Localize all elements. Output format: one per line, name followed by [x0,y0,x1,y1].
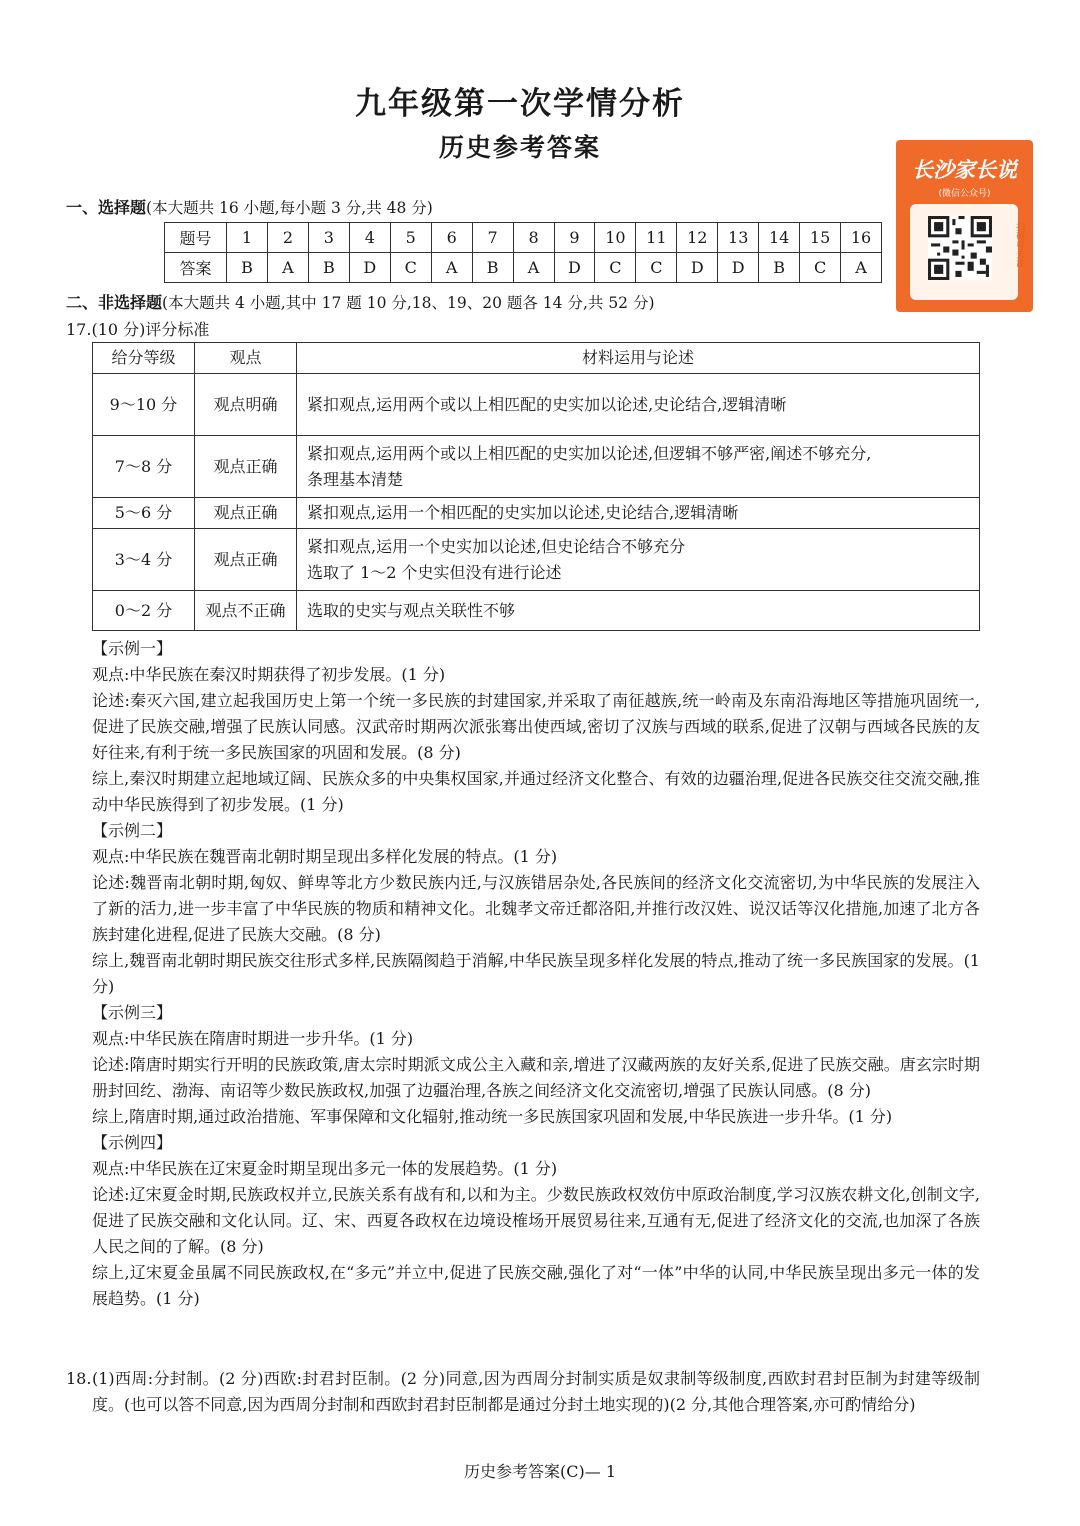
table-cell: D [349,253,390,283]
example-argument: 论述:隋唐时期实行开明的民族政策,唐太宗时期派文成公主入藏和亲,增进了汉藏两族的友好关系,促进了民族交融。唐玄宗时期册封回纥、渤海、南诏等少数民族政权,加强了边疆治理,各族之间经济文化交流密切,增强了民族认同感。(8 分) [92,1055,980,1100]
page-footer: 历史参考答案(C)— 1 [464,1462,616,1481]
table-cell: C [390,253,431,283]
section-2-heading [66,290,655,313]
text: 紧扣观点,运用一个相匹配的史实加以论述,史论结合,逻辑清晰 [307,503,739,522]
badge-scan-text: 扫码可关注 [1014,222,1024,267]
table-cell: 给分等级 [93,343,195,374]
table-cell: 观点不正确 [195,591,297,631]
example-summary: 综上,隋唐时期,通过政治措施、军事保障和文化辐射,推动统一多民族国家巩固和发展,中华民族进一步升华。(1 分) [92,1107,893,1126]
table-cell: 4 [349,223,390,253]
table-cell: 观点正确 [195,529,297,591]
table-cell: 7～8 分 [93,436,195,498]
answer-table-row-answers [165,253,882,283]
table-cell: 5 [390,223,431,253]
table-cell [297,374,980,436]
scoring-row [93,529,980,591]
text: 紧扣观点,运用两个或以上相匹配的史实加以论述,史论结合,逻辑清晰 [307,394,787,414]
table-cell: 5～6 分 [93,498,195,529]
wechat-badge[interactable] [896,140,1033,312]
text: (本大题共 16 小题,每小题 3 分,共 48 分) [146,199,433,217]
table-cell: 3～4 分 [93,529,195,591]
table-cell: 12 [677,223,718,253]
page-subtitle: 历史参考答案 [438,133,601,162]
table-cell: A [841,253,882,283]
scoring-row [93,436,980,498]
table-cell: D [718,253,759,283]
q17-examples [92,636,980,1312]
table-cell: A [267,253,308,283]
table-cell: 0～2 分 [93,591,195,631]
table-cell: 3 [308,223,349,253]
table-cell: C [800,253,841,283]
badge-name: 长沙家长说 [912,158,1017,182]
example-label: 【示例四】 [92,1133,173,1152]
table-cell: 10 [595,223,636,253]
table-cell: B [472,253,513,283]
table-cell [297,498,980,529]
table-cell: 答案 [165,253,227,283]
q18-answer [66,1366,980,1418]
text: 二、非选择题 [66,293,163,312]
table-cell [297,436,980,498]
text: 一、选择题 [66,198,147,217]
section-1-heading [66,195,433,218]
q18-number: 18. [66,1369,92,1388]
text: 紧扣观点,运用两个或以上相匹配的史实加以论述,但逻辑不够严密,阐述不够充分, [307,443,872,463]
scoring-row [93,374,980,436]
example-label: 【示例三】 [92,1003,173,1022]
table-cell: A [431,253,472,283]
example-label: 【示例二】 [92,821,173,840]
example-summary: 综上,秦汉时期建立起地域辽阔、民族众多的中央集权国家,并通过经济文化整合、有效的边疆治理,促进各民族交往交流交融,推动中华民族得到了初步发展。(1 分) [92,769,980,814]
q17-label: 17.(10 分)评分标准 [66,320,210,339]
example-summary: 综上,魏晋南北朝时期民族交往形式多样,民族隔阂趋于消解,中华民族呈现多样化发展的特点,推动了统一多民族国家的发展。(1 分) [92,951,980,996]
example-argument: 论述:魏晋南北朝时期,匈奴、鲜卑等北方少数民族内迁,与汉族错居杂处,各民族间的经济文化交流密切,为中华民族的发展注入了新的活力,进一步丰富了中华民族的物质和精神文化。北魏孝文帝迁都洛阳,并推行改汉姓、说汉话等汉化措施,加速了北方各族封建化进程,促进了民族大交融。(8 分) [92,873,980,944]
table-cell: 观点 [195,343,297,374]
scoring-table [92,342,980,631]
table-cell: B [759,253,800,283]
table-cell: 7 [472,223,513,253]
text: 选取的史实与观点关联性不够 [307,600,516,620]
example-label: 【示例一】 [92,639,173,658]
example-argument: 论述:辽宋夏金时期,民族政权并立,民族关系有战有和,以和为主。少数民族政权效仿中原政治制度,学习汉族农耕文化,创制文字,促进了民族交融和文化认同。辽、宋、西夏各政权在边境设榷场开展贸易往来,互通有无,促进了经济文化的交流,也加深了各族人民之间的了解。(8 分) [92,1185,980,1256]
scoring-row [93,591,980,631]
text: 条理基本清楚 [307,469,404,489]
text: (本大题共 4 小题,其中 17 题 10 分,18、19、20 题各 14 分,共 52 分) [162,294,655,312]
table-cell: A [513,253,554,283]
example-view: 观点:中华民族在秦汉时期获得了初步发展。(1 分) [92,665,446,684]
table-cell: 11 [636,223,677,253]
table-cell: 材料运用与论述 [297,343,980,374]
answer-table [164,222,882,283]
table-cell: D [554,253,595,283]
example-view: 观点:中华民族在隋唐时期进一步升华。(1 分) [92,1029,414,1048]
table-cell: B [308,253,349,283]
q18-text: (1)西周:分封制。(2 分)西欧:封君封臣制。(2 分)同意,因为西周分封制实质是奴隶制等级制度,西欧封君封臣制为封建等级制度。(也可以答不同意,因为西周分封制和西欧封君封臣制都是通过分封土地实现的)(2 分,其他合理答案,亦可酌情给分) [92,1369,980,1414]
table-cell: 观点正确 [195,436,297,498]
scoring-table-header [93,343,980,374]
table-cell: 9 [554,223,595,253]
table-cell: 8 [513,223,554,253]
scoring-row [93,498,980,529]
answer-table-row-numbers [165,223,882,253]
table-cell: 16 [841,223,882,253]
table-cell: 观点正确 [195,498,297,529]
table-cell: C [636,253,677,283]
table-cell: D [677,253,718,283]
example-view: 观点:中华民族在辽宋夏金时期呈现出多元一体的发展趋势。(1 分) [92,1159,558,1178]
qr-code-icon[interactable] [928,216,992,280]
table-cell [297,591,980,631]
table-cell: 13 [718,223,759,253]
table-cell: 题号 [165,223,227,253]
example-argument: 论述:秦灭六国,建立起我国历史上第一个统一多民族的封建国家,并采取了南征越族,统一岭南及东南沿海地区等措施巩固统一,促进了民族交融,增强了民族认同感。汉武帝时期两次派张骞出使西域,密切了汉族与西域的联系,促进了汉朝与西域各民族的友好往来,有利于统一多民族国家的巩固和发展。(8 分) [92,691,980,762]
table-cell: 14 [759,223,800,253]
example-view: 观点:中华民族在魏晋南北朝时期呈现出多样化发展的特点。(1 分) [92,847,558,866]
table-cell: 9～10 分 [93,374,195,436]
badge-sub: (微信公众号) [938,189,991,199]
table-cell: 1 [227,223,268,253]
text: 紧扣观点,运用一个史实加以论述,但史论结合不够充分 [307,536,686,556]
table-cell: 观点明确 [195,374,297,436]
table-cell: C [595,253,636,283]
table-cell: 2 [267,223,308,253]
table-cell: 15 [800,223,841,253]
table-cell: 6 [431,223,472,253]
page-title: 九年级第一次学情分析 [355,86,685,122]
table-cell [297,529,980,591]
table-cell: B [227,253,268,283]
example-summary: 综上,辽宋夏金虽属不同民族政权,在“多元”并立中,促进了民族交融,强化了对“一体”中华的认同,中华民族呈现出多元一体的发展趋势。(1 分) [92,1263,980,1308]
text: 选取了 1～2 个史实但没有进行论述 [307,562,562,582]
